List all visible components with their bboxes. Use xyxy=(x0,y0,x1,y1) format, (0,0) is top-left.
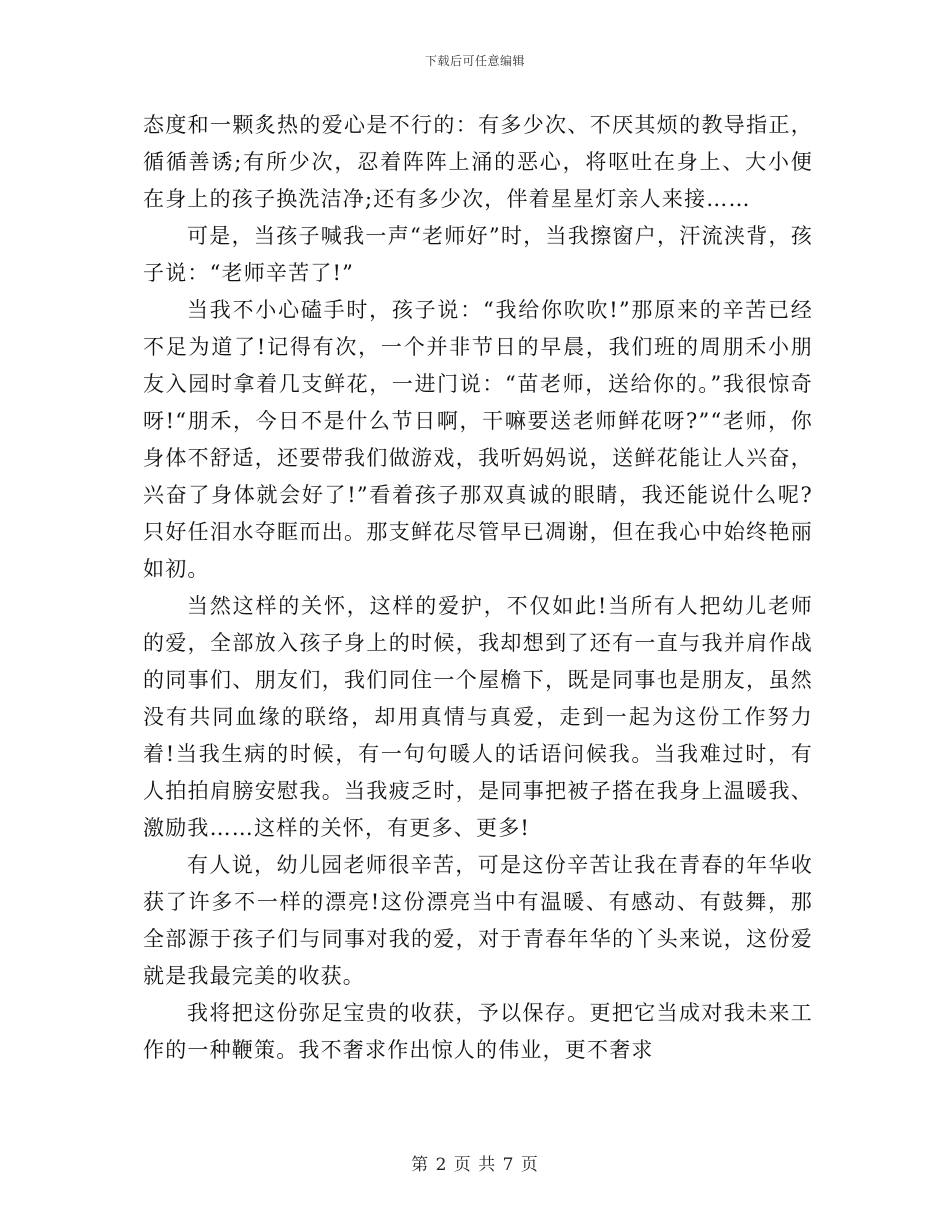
paragraph-5: 有人说，幼儿园老师很辛苦，可是这份辛苦让我在青春的年华收获了许多不一样的漂亮!这份漂亮当中有温暖、有感动、有鼓舞，那全部源于孩子们与同事对我的爱，对于青春年华的丫头来说，这份爱就是我最完美的收获。 xyxy=(143,853,813,988)
page-header: 下载后可任意编辑 xyxy=(424,54,525,68)
page-footer: 第 2 页 共 7 页 xyxy=(411,1155,539,1175)
paragraph-4: 当然这样的关怀，这样的爱护，不仅如此!当所有人把幼儿老师的爱，全部放入孩子身上的时候，我却想到了还有一直与我并肩作战的同事们、朋友们，我们同住一个屋檐下，既是同事也是朋友，虽然没有共同血缘的联络，却用真情与真爱，走到一起为这份工作努力着!当我生病的时候，有一句句暖人的话语问候我。当我难过时，有人拍拍肩膀安慰我。当我疲乏时，是同事把被子搭在我身上温暖我、激励我……这样的关怀，有更多、更多! xyxy=(143,594,813,840)
paragraph-2: 可是，当孩子喊我一声“老师好”时，当我擦窗户，汗流浃背，孩子说：“老师辛苦了!” xyxy=(143,224,813,285)
paragraph-3: 当我不小心磕手时，孩子说：“我给你吹吹!”那原来的辛苦已经不足为道了!记得有次，一个并非节日的早晨，我们班的周朋禾小朋友入园时拿着几支鲜花，一进门说：“苗老师，送给你的。”我很惊奇呀!“朋禾，今日不是什么节日啊，干嘛要送老师鲜花呀?”“老师，你身体不舒适，还要带我们做游戏，我听妈妈说，送鲜花能让人兴奋，兴奋了身体就会好了!”看着孩子那双真诚的眼睛，我还能说什么呢?只好任泪水夺眶而出。那支鲜花尽管早已凋谢，但在我心中始终艳丽如初。 xyxy=(143,298,813,581)
document-body xyxy=(143,107,813,1069)
paragraph-1: 态度和一颗炙热的爱心是不行的：有多少次、不厌其烦的教导指正，循循善诱;有所少次，忍着阵阵上涌的恶心，将呕吐在身上、大小便在身上的孩子换洗洁净;还有多少次，伴着星星灯亲人来接…… xyxy=(143,113,813,211)
paragraph-6: 我将把这份弥足宝贵的收获，予以保存。更把它当成对我未来工作的一种鞭策。我不奢求作出惊人的伟业，更不奢求 xyxy=(143,1001,813,1062)
